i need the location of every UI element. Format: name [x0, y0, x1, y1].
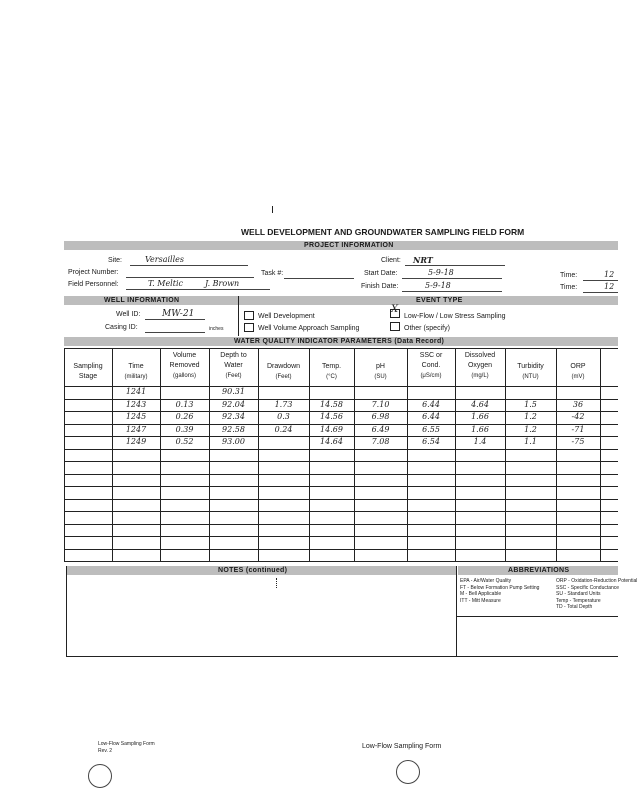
abbreviation-item: SU - Standard Units	[556, 591, 601, 597]
cell-dtw: 92.34	[222, 412, 245, 421]
well-id-line	[145, 319, 205, 320]
table-row-line	[64, 536, 618, 537]
client-value: NRT	[413, 255, 433, 265]
well-event-divider	[238, 296, 239, 336]
project-info-band	[64, 241, 618, 250]
footer-left-line-2: Rev. 2	[98, 748, 113, 754]
time-line-2	[583, 292, 618, 293]
notes-abbr-divider	[456, 566, 457, 656]
field-personnel-line	[126, 289, 270, 290]
cell-vol: 0.52	[175, 437, 194, 446]
cell-dtw: 93.00	[222, 437, 245, 446]
cell-turb: 1.2	[524, 412, 537, 421]
low-flow-label: Low-Flow / Low Stress Sampling	[404, 313, 506, 320]
well-volume-checkbox[interactable]	[244, 323, 254, 332]
cell-orp: 36	[572, 400, 584, 409]
cell-orp: -75	[571, 437, 585, 446]
time-line-1	[583, 280, 618, 281]
column-header-2: Time	[128, 363, 144, 370]
cell-do: 1.66	[471, 412, 489, 421]
table-col-line	[600, 348, 601, 561]
column-header-3: (gallons)	[172, 373, 196, 379]
well-development-label: Well Development	[258, 313, 315, 320]
notes-heading: NOTES (continued)	[218, 567, 288, 574]
column-header-3: Volume	[172, 352, 197, 359]
field-personnel-value-1: T. Meltic	[148, 279, 183, 288]
cell-temp: 14.58	[320, 400, 343, 409]
cell-temp: 14.69	[320, 425, 343, 434]
table-row-line	[64, 561, 618, 562]
start-date-value: 5-9-18	[428, 268, 454, 277]
table-row-line	[64, 474, 618, 475]
finish-date-line	[402, 291, 502, 292]
column-header-8: (μS/cm)	[420, 373, 442, 379]
abbreviations-heading: ABBREVIATIONS	[508, 567, 570, 574]
cell-cond: 6.44	[422, 412, 440, 421]
notes-band	[66, 566, 456, 575]
finish-date-value: 5-9-18	[425, 281, 451, 290]
cell-orp: -42	[571, 412, 585, 421]
water-quality-band	[64, 337, 618, 346]
finish-date-label: Finish Date:	[361, 283, 399, 290]
notes-dash-mark	[276, 578, 277, 588]
column-header-9: Oxygen	[467, 362, 493, 369]
site-line	[130, 265, 248, 266]
other-checkbox[interactable]	[390, 322, 400, 331]
cell-turb: 1.5	[524, 400, 537, 409]
cell-turb: 1.2	[524, 425, 537, 434]
site-value: Versailles	[145, 255, 184, 264]
column-header-9: (mg/L)	[471, 373, 489, 379]
cell-time: 1247	[125, 425, 147, 434]
column-header-11: ORP	[570, 363, 586, 370]
cell-dd: 0.24	[274, 425, 293, 434]
column-header-7: (SU)	[374, 374, 387, 380]
column-header-2: (military)	[124, 374, 148, 380]
cell-do: 1.4	[473, 437, 487, 446]
cell-ph: 6.98	[371, 412, 390, 421]
abbreviation-item: SSC - Specific Conductance	[556, 584, 620, 591]
event-type-heading: EVENT TYPE	[416, 297, 463, 304]
cell-temp: 14.56	[320, 412, 343, 421]
cell-cond: 6.55	[422, 425, 440, 434]
abbreviation-item: Temp - Temperature	[556, 597, 601, 604]
other-label: Other (specify)	[404, 325, 450, 332]
cell-temp: 14.64	[320, 437, 343, 446]
cell-time: 1245	[125, 412, 147, 421]
abbreviation-item: ORP - Oxidation-Reduction Potential	[556, 578, 637, 584]
form-title: WELL DEVELOPMENT AND GROUNDWATER SAMPLING FIELD FORM	[241, 227, 525, 237]
well-id-value: MW-21	[162, 309, 195, 319]
time-value-2: 12	[604, 282, 615, 291]
footer-center: Low-Flow Sampling Form	[362, 743, 442, 750]
column-header-11: (mV)	[571, 374, 585, 380]
table-row-line	[64, 486, 618, 487]
punch-hole-left	[88, 764, 112, 788]
table-row-line	[64, 461, 618, 462]
table-row-line	[64, 524, 618, 525]
water-quality-heading: WATER QUALITY INDICATOR PARAMETERS (Data Record)	[234, 338, 445, 345]
abbreviation-item: FT - Below Formation Pump Setting	[460, 584, 540, 591]
table-row-line	[64, 511, 618, 512]
cell-do: 4.64	[471, 400, 489, 409]
column-header-8: SSC or	[419, 352, 443, 359]
column-header-10: (NTU)	[522, 374, 539, 380]
column-header-7: pH	[376, 363, 385, 370]
cell-turb: 1.1	[524, 437, 537, 446]
column-header-1: Sampling	[73, 363, 103, 370]
start-date-line	[402, 278, 502, 279]
column-header-5: (Feet)	[275, 374, 292, 380]
notes-left-border	[66, 566, 67, 656]
notes-bottom-border	[66, 656, 618, 657]
field-personnel-label: Field Personnel:	[68, 281, 119, 288]
cell-cond: 6.54	[422, 437, 440, 446]
column-header-6: Temp.	[321, 363, 342, 370]
column-header-1: Stage	[78, 373, 98, 380]
cell-do: 1.66	[471, 425, 489, 434]
cell-ph: 6.49	[371, 425, 390, 434]
cell-time: 1241	[125, 387, 147, 396]
well-id-label: Well ID:	[116, 311, 141, 318]
time-label-1: Time:	[560, 272, 578, 279]
punch-hole-center	[396, 760, 420, 784]
client-label: Client:	[381, 257, 401, 264]
column-header-8: Cond.	[421, 362, 441, 369]
column-header-4: Water	[224, 362, 243, 369]
cell-dtw: 92.04	[222, 400, 245, 409]
footer-left-line-1: Low-Flow Sampling Form	[98, 741, 155, 747]
project-info-heading: PROJECT INFORMATION	[304, 242, 394, 249]
cell-time: 1243	[125, 400, 147, 409]
cell-vol: 0.13	[175, 400, 194, 409]
cell-ph: 7.10	[371, 400, 390, 409]
abbreviation-item: TD - Total Depth	[556, 604, 593, 610]
table-row-line	[64, 499, 618, 500]
abbreviation-item: ITT - Mitt Measure	[460, 597, 501, 604]
casing-units: inches	[209, 326, 224, 332]
table-row-line	[64, 549, 618, 550]
cell-cond: 6.44	[422, 400, 440, 409]
well-volume-label: Well Volume Approach Sampling	[258, 325, 360, 332]
casing-id-label: Casing ID:	[105, 324, 138, 331]
casing-id-line	[145, 332, 205, 333]
abbreviation-item: M - Bell Applicable	[460, 591, 502, 597]
abbreviation-item: EPA - Air/Water Quality	[460, 578, 512, 584]
well-info-heading: WELL INFORMATION	[104, 297, 180, 304]
cell-time: 1249	[125, 437, 147, 446]
cell-dd: 0.3	[277, 412, 290, 421]
time-value-1: 12	[604, 270, 615, 279]
column-header-4: (Feet)	[225, 373, 242, 379]
start-date-label: Start Date:	[364, 270, 398, 277]
column-header-3: Removed	[169, 362, 200, 369]
low-flow-check-mark: X	[391, 304, 399, 315]
project-number-line	[126, 277, 254, 278]
cell-dtw: 90.31	[222, 387, 245, 396]
cell-ph: 7.08	[371, 437, 390, 446]
cell-dd: 1.73	[274, 400, 293, 409]
scan-mark	[272, 206, 273, 213]
well-development-checkbox[interactable]	[244, 311, 254, 320]
field-personnel-value-2: J. Brown	[205, 279, 240, 288]
task-label: Task #:	[261, 270, 284, 277]
table-row-line	[64, 449, 618, 450]
column-header-9: Dissolved	[464, 352, 496, 359]
abbr-bottom-border	[456, 616, 618, 617]
client-line	[405, 265, 505, 266]
project-number-label: Project Number:	[68, 269, 119, 276]
abbreviations-band	[458, 566, 618, 575]
cell-dtw: 92.58	[222, 425, 245, 434]
column-header-6: (°C)	[326, 374, 337, 380]
table-top-line	[64, 348, 618, 349]
table-header-line	[64, 386, 618, 387]
time-label-2: Time:	[560, 284, 578, 291]
site-label: Site:	[108, 257, 123, 264]
task-line	[284, 278, 354, 279]
cell-orp: -71	[571, 425, 585, 434]
cell-vol: 0.26	[175, 412, 194, 421]
column-header-4: Depth to	[220, 352, 247, 359]
cell-vol: 0.39	[175, 425, 194, 434]
column-header-10: Turbidity	[517, 363, 544, 370]
column-header-5: Drawdown	[266, 363, 301, 370]
well-info-band	[64, 296, 618, 305]
